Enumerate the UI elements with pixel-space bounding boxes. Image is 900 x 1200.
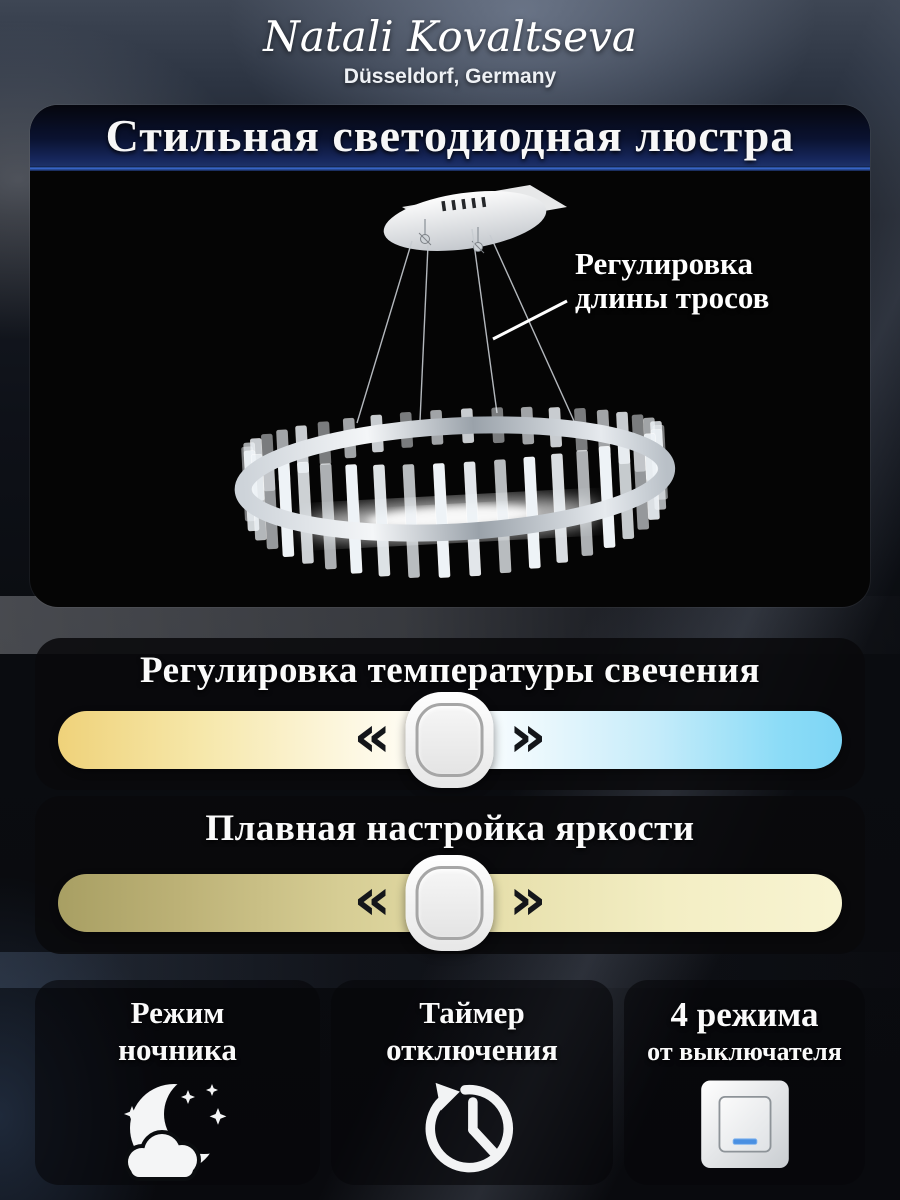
suspension-cables (357, 229, 574, 423)
temperature-knob[interactable] (406, 692, 494, 788)
moon-cloud-icon (35, 1076, 320, 1189)
feature-timer (331, 980, 613, 1185)
feature-title-line1: Таймер (419, 995, 525, 1030)
features-row (35, 980, 865, 1185)
brand-header (0, 14, 900, 89)
brightness-slider[interactable] (58, 865, 842, 933)
annotation-pointer-line (493, 301, 567, 339)
feature-title-line2: ночника (118, 1032, 237, 1068)
feature-title-line2: отключения (386, 1032, 558, 1068)
brightness-knob[interactable] (406, 855, 494, 951)
brand-location: Düsseldorf, Germany (343, 65, 557, 89)
feature-night-mode (35, 980, 320, 1185)
timer-icon (331, 1076, 613, 1185)
chevron-right-icon[interactable]: » (509, 865, 547, 933)
feature-switch-modes (624, 980, 865, 1185)
page-title: Стильная светодиодная люстра (105, 110, 795, 161)
feature-title-line1: 4 режима (670, 995, 819, 1034)
brand-name: Natali Kovaltseva (263, 12, 637, 61)
light-switch-icon (624, 1075, 865, 1184)
chevron-left-icon[interactable]: « (353, 865, 391, 933)
cable-length-annotation (575, 247, 769, 315)
temperature-title: Регулировка температуры свечения (139, 650, 761, 691)
temperature-section (35, 638, 865, 790)
chevron-left-icon[interactable]: « (353, 702, 391, 770)
ceiling-mount-icon (380, 182, 567, 260)
temperature-slider[interactable] (58, 702, 842, 770)
chandelier-graphic (30, 171, 870, 607)
feature-title-line2: от выключателя (647, 1037, 842, 1066)
annotation-line1: Регулировка (575, 246, 753, 281)
brightness-knob-face (416, 866, 484, 940)
chandelier-scene (30, 171, 870, 607)
feature-title-line1: Режим (130, 995, 225, 1030)
annotation-line2: длины тросов (575, 280, 770, 316)
chevron-right-icon[interactable]: » (509, 702, 547, 770)
hero-panel (30, 105, 870, 607)
brightness-title: Плавная настройка яркости (205, 808, 695, 849)
temperature-knob-face (416, 703, 484, 777)
brightness-section (35, 796, 865, 954)
hero-titlebar (30, 105, 870, 166)
